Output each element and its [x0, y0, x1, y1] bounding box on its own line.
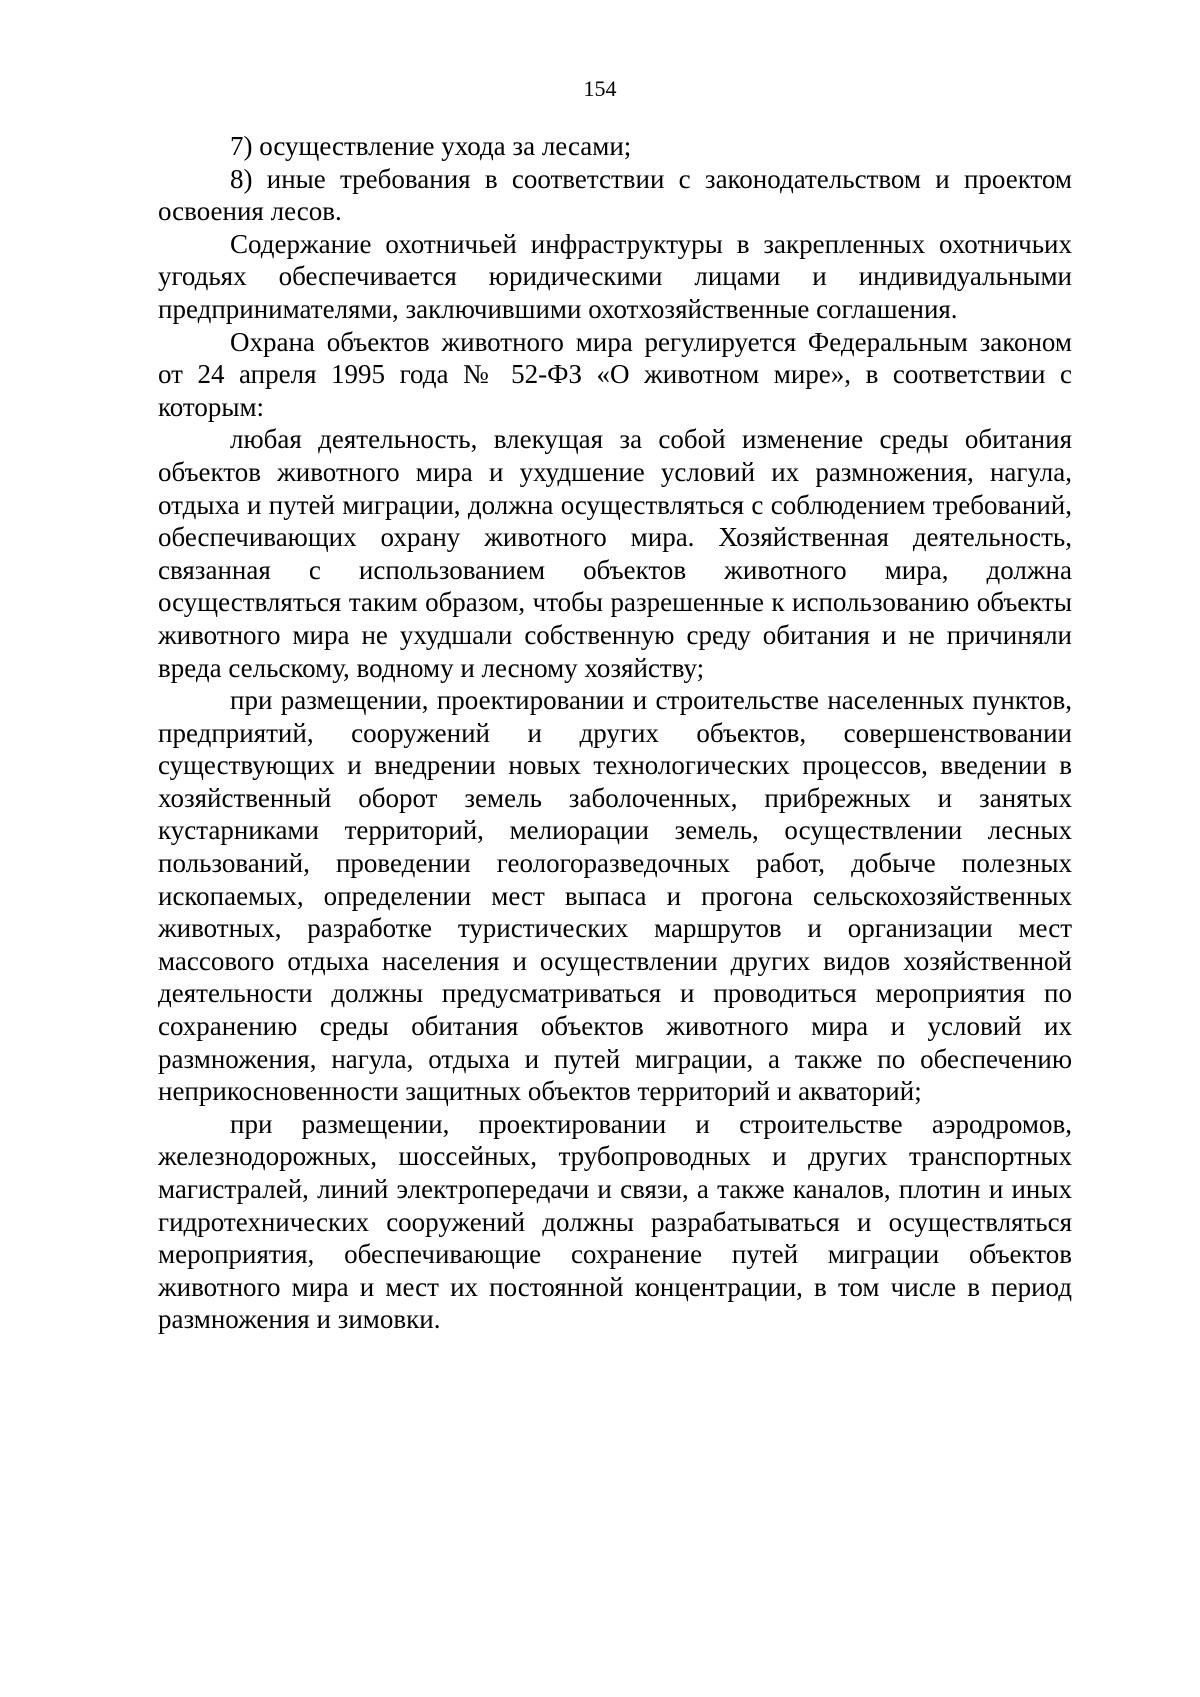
paragraph-wildlife-protection-law: Охрана объектов животного мира регулируется Федеральным законом от 24 апреля 1995 года № 52-ФЗ «О животном мире», в соответствии с которым:	[158, 326, 1072, 422]
list-item-forest-care: 7) осуществление ухода за лесами;	[230, 131, 632, 161]
list-item-other-requirements: 8) иные требования в соответствии с законодательством и проектом освоения лесов.	[158, 163, 1072, 227]
document-body	[158, 130, 1072, 1336]
paragraph-construction-settlements: при размещении, проектировании и строительстве населенных пунктов, предприятий, сооружений и других объектов, совершенствовании существующих и внедрении новых технологических процессов, введении в хозяйственный оборот земель заболоченных, прибрежных и занятых кустарниками территорий, мелиорации земель, осуществлении лесных пользований, проведении геологоразведочных работ, добыче полезных ископаемых, определении мест выпаса и прогона сельскохозяйственных животных, разработке туристических маршрутов и организации мест массового отдыха населения и осуществлении других видов хозяйственной деятельности должны предусматриваться и проводиться мероприятия по сохранению среды обитания объектов животного мира и условий их размножения, нагула, отдыха и путей миграции, а также по обеспечению неприкосновенности защитных объектов территорий и акваторий;	[158, 685, 1072, 1107]
page-number: 154	[583, 76, 617, 101]
paragraph-habitat-activity: любая деятельность, влекущая за собой изменение среды обитания объектов животного мира и ухудшение условий их размножения, нагула, отдыха и путей миграции, должна осуществляться с соблюдением требований, обеспечивающих охрану животного мира. Хозяйственная деятельность, связанная с использованием объектов животного мира, должна осуществляться таким образом, чтобы разрешенные к использованию объекты животного мира не ухудшали собственную среду обитания и не причиняли вреда сельскому, водному и лесному хозяйству;	[158, 424, 1072, 683]
paragraph-hunting-infrastructure: Содержание охотничьей инфраструктуры в закрепленных охотничьих угодьях обеспечивается юридическими лицами и индивидуальными предпринимателями, заключившими охотхозяйственные соглашения.	[158, 228, 1072, 324]
paragraph-construction-transport: при размещении, проектировании и строительстве аэродромов, железнодорожных, шоссейных, трубопроводных и других транспортных магистралей, линий электропередачи и связи, а также каналов, плотин и иных гидротехнических сооружений должны разрабатываться и осуществляться мероприятия, обеспечивающие сохранение путей миграции объектов животного мира и мест их постоянной концентрации, в том числе в период размножения и зимовки.	[158, 1108, 1072, 1335]
